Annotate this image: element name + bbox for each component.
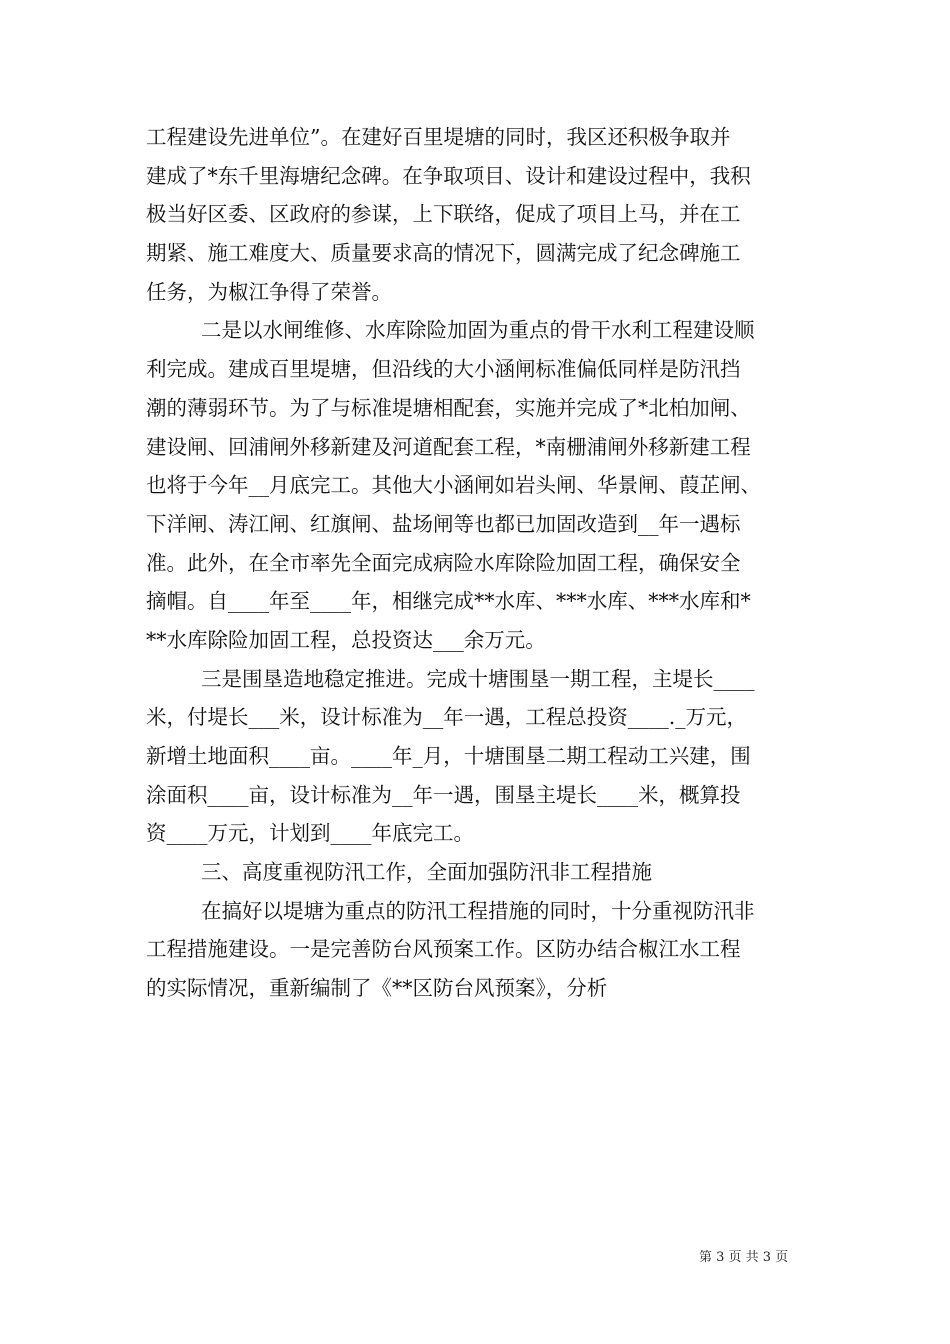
text-line: 下洋闸、涛江闸、红旗闸、盐场闸等也都已加固改造到__年一遇标 — [146, 511, 741, 536]
text-line: 的实际情况，重新编制了《**区防台风预案》，分析 — [146, 976, 608, 1001]
body-text — [146, 118, 816, 1008]
text-line: 资____万元，计划到____年底完工。 — [146, 821, 474, 846]
text-line: 建成了*东千里海塘纪念碑。在争取项目、设计和建设过程中，我积 — [146, 163, 751, 188]
text-line: 准。此外，在全市率先全面完成病险水库除险加固工程，确保安全 — [146, 550, 741, 575]
text-line: 任务，为椒江争得了荣誉。 — [146, 279, 392, 304]
text-line: **水库除险加固工程，总投资达___余万元。 — [146, 627, 546, 652]
text-line: 工程建设先进单位”。在建好百里堤塘的同时，我区还积极争取并 — [146, 125, 731, 149]
text-line: 利完成。建成百里堤塘，但沿线的大小涵闸标准偏低同样是防汛挡 — [146, 357, 741, 382]
text-line: 二是以水闸维修、水库除险加固为重点的骨干水利工程建设顺 — [201, 318, 755, 343]
text-line: 潮的薄弱环节。为了与标准堤塘相配套，实施并完成了*北柏加闸、 — [146, 395, 751, 420]
text-line: 也将于今年__月底完工。其他大小涵闸如岩头闸、华景闸、葭芷闸、 — [146, 473, 761, 498]
text-line: 极当好区委、区政府的参谋，上下联络，促成了项目上马，并在工 — [146, 202, 741, 227]
text-line: 建设闸、回浦闸外移新建及河道配套工程，*南栅浦闸外移新建工程 — [146, 434, 751, 459]
text-line: 新增土地面积____亩。____年_月，十塘围垦二期工程动工兴建，围 — [146, 744, 751, 768]
text-line: 涂面积____亩，设计标准为__年一遇，围垦主堤长____米，概算投 — [146, 782, 741, 807]
page-footer: 第 3 页 共 3 页 — [699, 1250, 789, 1265]
text-line: 期紧、施工难度大、质量要求高的情况下，圆满完成了纪念碑施工 — [146, 241, 741, 266]
text-line: 工程措施建设。一是完善防台风预案工作。区防办结合椒江水工程 — [146, 937, 741, 962]
text-line: 在搞好以堤塘为重点的防汛工程措施的同时，十分重视防汛非 — [201, 898, 755, 923]
text-line: 三、高度重视防汛工作，全面加强防汛非工程措施 — [201, 860, 652, 885]
text-line: 摘帽。自____年至____年，相继完成**水库、***水库、***水库和* — [146, 589, 751, 614]
text-line: 米，付堤长___米，设计标准为__年一遇，工程总投资____._万元， — [146, 705, 748, 730]
text-line: 三是围垦造地稳定推进。完成十塘围垦一期工程，主堤长____ — [201, 666, 755, 691]
